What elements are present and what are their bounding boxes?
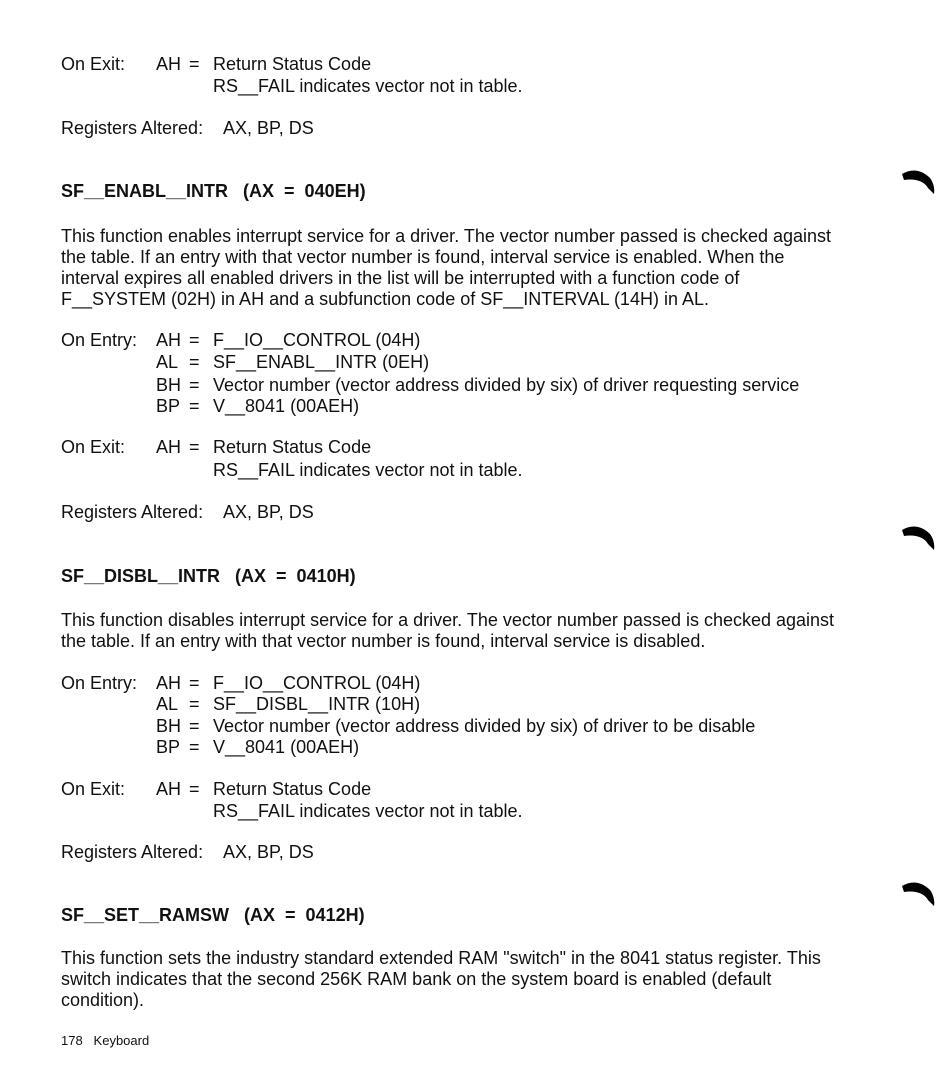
entry-value: Vector number (vector address divided by six) of driver requesting service	[213, 375, 800, 395]
entry-register: AL	[156, 352, 179, 372]
description-line: the table. If an entry with that vector number is found, interval service is disabled.	[61, 631, 706, 651]
entry-label: On Entry:	[61, 673, 138, 693]
section-heading: SF__SET__RAMSW (AX = 0412H)	[61, 905, 365, 925]
exit-label: On Exit:	[61, 779, 126, 799]
exit-value: Return Status Code	[213, 437, 372, 457]
description-line: the table. If an entry with that vector number is found, interval service is enabled. When the	[61, 247, 785, 267]
equals-sign: =	[189, 779, 200, 799]
exit-note: RS__FAIL indicates vector not in table.	[213, 76, 523, 96]
page-footer	[61, 1033, 149, 1049]
equals-sign: =	[189, 437, 200, 457]
registers-altered-value: AX, BP, DS	[223, 502, 314, 522]
entry-register: BH	[156, 716, 182, 736]
description-line: This function disables interrupt service for a driver. The vector number passed is checked against	[61, 610, 835, 630]
registers-altered-value: AX, BP, DS	[223, 118, 314, 138]
exit-note: RS__FAIL indicates vector not in table.	[213, 801, 523, 821]
entry-value: V__8041 (00AEH)	[213, 396, 360, 416]
entry-register: AL	[156, 694, 179, 714]
entry-value: SF__DISBL__INTR (10H)	[213, 694, 421, 714]
equals-sign: =	[189, 737, 200, 757]
description-line: This function enables interrupt service for a driver. The vector number passed is checked against	[61, 226, 832, 246]
description-line: condition).	[61, 990, 145, 1010]
registers-altered-label: Registers Altered:	[61, 842, 204, 862]
exit-register: AH	[156, 437, 182, 457]
exit-value: Return Status Code	[213, 54, 372, 74]
exit-value: Return Status Code	[213, 779, 372, 799]
entry-label: On Entry:	[61, 330, 138, 350]
entry-value: Vector number (vector address divided by six) of driver to be disable	[213, 716, 756, 736]
equals-sign: =	[189, 673, 200, 693]
section-heading: SF__ENABL__INTR (AX = 040EH)	[61, 181, 366, 201]
entry-register: BH	[156, 375, 182, 395]
binding-mark-icon	[900, 166, 936, 196]
registers-altered-label: Registers Altered:	[61, 502, 204, 522]
binding-mark-icon	[900, 878, 936, 908]
exit-register: AH	[156, 54, 182, 74]
exit-note: RS__FAIL indicates vector not in table.	[213, 460, 523, 480]
equals-sign: =	[189, 54, 200, 74]
entry-value: F__IO__CONTROL (04H)	[213, 673, 421, 693]
description-line: interval expires all enabled drivers in the list will be interrupted with a function code of	[61, 268, 740, 288]
entry-register: BP	[156, 396, 181, 416]
entry-register: AH	[156, 330, 182, 350]
footer-section: Keyboard	[93, 1033, 150, 1048]
entry-value: SF__ENABL__INTR (0EH)	[213, 352, 430, 372]
registers-altered-value: AX, BP, DS	[223, 842, 314, 862]
description-line: switch indicates that the second 256K RAM bank on the system board is enabled (default	[61, 969, 772, 989]
equals-sign: =	[189, 716, 200, 736]
exit-label: On Exit:	[61, 54, 126, 74]
description-line: F__SYSTEM (02H) in AH and a subfunction code of SF__INTERVAL (14H) in AL.	[61, 289, 709, 309]
exit-register: AH	[156, 779, 182, 799]
section-heading: SF__DISBL__INTR (AX = 0410H)	[61, 566, 356, 586]
entry-register: BP	[156, 737, 181, 757]
entry-value: F__IO__CONTROL (04H)	[213, 330, 421, 350]
description-line: This function sets the industry standard extended RAM "switch" in the 8041 status register. This	[61, 948, 821, 968]
entry-value: V__8041 (00AEH)	[213, 737, 360, 757]
equals-sign: =	[189, 694, 200, 714]
equals-sign: =	[189, 375, 200, 395]
binding-mark-icon	[900, 522, 936, 552]
page-number: 178	[61, 1033, 83, 1048]
exit-label: On Exit:	[61, 437, 126, 457]
equals-sign: =	[189, 352, 200, 372]
entry-register: AH	[156, 673, 182, 693]
equals-sign: =	[189, 396, 200, 416]
registers-altered-label: Registers Altered:	[61, 118, 204, 138]
equals-sign: =	[189, 330, 200, 350]
